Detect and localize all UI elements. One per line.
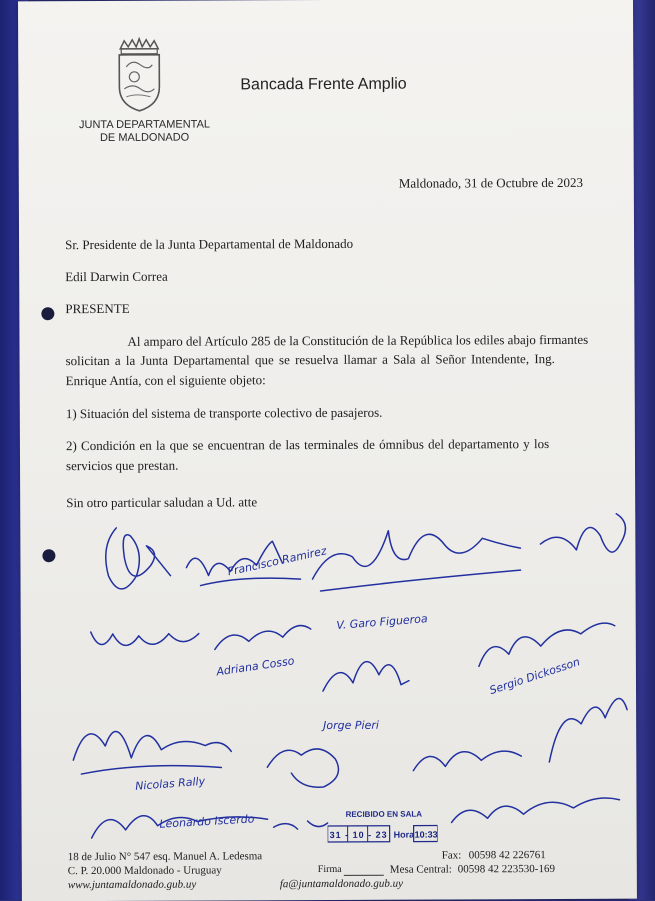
body-line-3: Enrique Antía, con el siguiente objeto: bbox=[66, 372, 266, 389]
bancada-title: Bancada Frente Amplio bbox=[240, 76, 406, 95]
letter-date: Maldonado, 31 de Octubre de 2023 bbox=[399, 175, 583, 192]
stamp-firma-label: Firma bbox=[318, 863, 342, 876]
footer-address: 18 de Julio N° 547 esq. Manuel A. Ledesma bbox=[68, 850, 262, 864]
stamp-hora-label: Hora bbox=[394, 830, 415, 840]
footer-fax: 00598 42 226761 bbox=[469, 849, 546, 862]
stamp-title: RECIBIDO EN SALA bbox=[346, 810, 422, 819]
signature-name-2: V. Garo Figueroa bbox=[336, 612, 428, 632]
letter-page bbox=[18, 0, 637, 901]
body-line-2: solicitan a la Junta Departamental que se resuelva llamar a Sala al Señor Intendente, Ing. bbox=[66, 351, 555, 369]
signature-scribble-9 bbox=[73, 731, 231, 774]
signature-scribble-14 bbox=[451, 798, 619, 823]
presente: PRESENTE bbox=[65, 301, 129, 317]
signature-scribble-8 bbox=[323, 661, 409, 691]
signature-name-1: Francisco Ramirez bbox=[226, 544, 328, 578]
signature-scribble-4 bbox=[540, 514, 625, 553]
footer-city: C. P. 20.000 Maldonado - Uruguay bbox=[68, 864, 222, 878]
signature-scribble-7 bbox=[479, 623, 615, 666]
signature-scribble-1 bbox=[106, 528, 171, 589]
signature-scribble-5 bbox=[91, 632, 199, 646]
stamp-hora: 10:33 bbox=[415, 830, 438, 840]
closing: Sin otro particular saludan a Ud. atte bbox=[66, 494, 257, 511]
item-2-line-1: 2) Condición en la que se encuentran de las terminales de ómnibus del departamento y los bbox=[66, 436, 549, 454]
signature-scribble-3 bbox=[312, 530, 520, 591]
institution-line-1: JUNTA DEPARTAMENTAL bbox=[71, 118, 219, 132]
signature-scribble-6 bbox=[215, 625, 311, 649]
signature-name-4: Sergio Dickosson bbox=[488, 655, 582, 697]
signature-scribble-10 bbox=[267, 749, 338, 788]
item-1: 1) Situación del sistema de transporte colectivo de pasajeros. bbox=[66, 405, 383, 422]
institution-line-2: DE MALDONADO bbox=[71, 131, 219, 145]
recipient-name: Edil Darwin Correa bbox=[65, 269, 168, 285]
signature-scribble-12 bbox=[549, 698, 627, 762]
signature-name-5: Jorge Pieri bbox=[321, 719, 379, 732]
coat-of-arms-icon bbox=[110, 37, 168, 113]
recipient: Sr. Presidente de la Junta Departamental de Maldonado bbox=[65, 236, 353, 253]
footer-mesa: 00598 42 223530-169 bbox=[458, 863, 555, 876]
footer-fax-label: Fax: bbox=[442, 849, 462, 862]
footer-email: fa@juntamaldonado.gub.uy bbox=[280, 878, 403, 892]
footer-mesa-label: Mesa Central: bbox=[390, 863, 452, 876]
institution-name bbox=[71, 118, 219, 145]
signature-name-7: Leonardo Iscerdo bbox=[159, 812, 255, 830]
signatures-area bbox=[20, 504, 636, 847]
footer-web: www.juntamaldonado.gub.uy bbox=[68, 879, 197, 893]
firma-line bbox=[344, 875, 384, 876]
item-2-line-2: servicios que prestan. bbox=[66, 458, 178, 474]
signature-scribble-11 bbox=[413, 751, 521, 771]
signature-name-6: Nicolas Rally bbox=[135, 775, 206, 793]
body-line-1: Al amparo del Artículo 285 de la Constitución de la República los ediles abajo firmantes bbox=[127, 332, 588, 350]
stamp-date: 31 - 10 - 23 bbox=[330, 830, 388, 840]
punch-hole-top bbox=[41, 307, 54, 320]
signature-scribble-15 bbox=[274, 821, 328, 829]
signature-name-3: Adriana Cosso bbox=[215, 654, 296, 678]
